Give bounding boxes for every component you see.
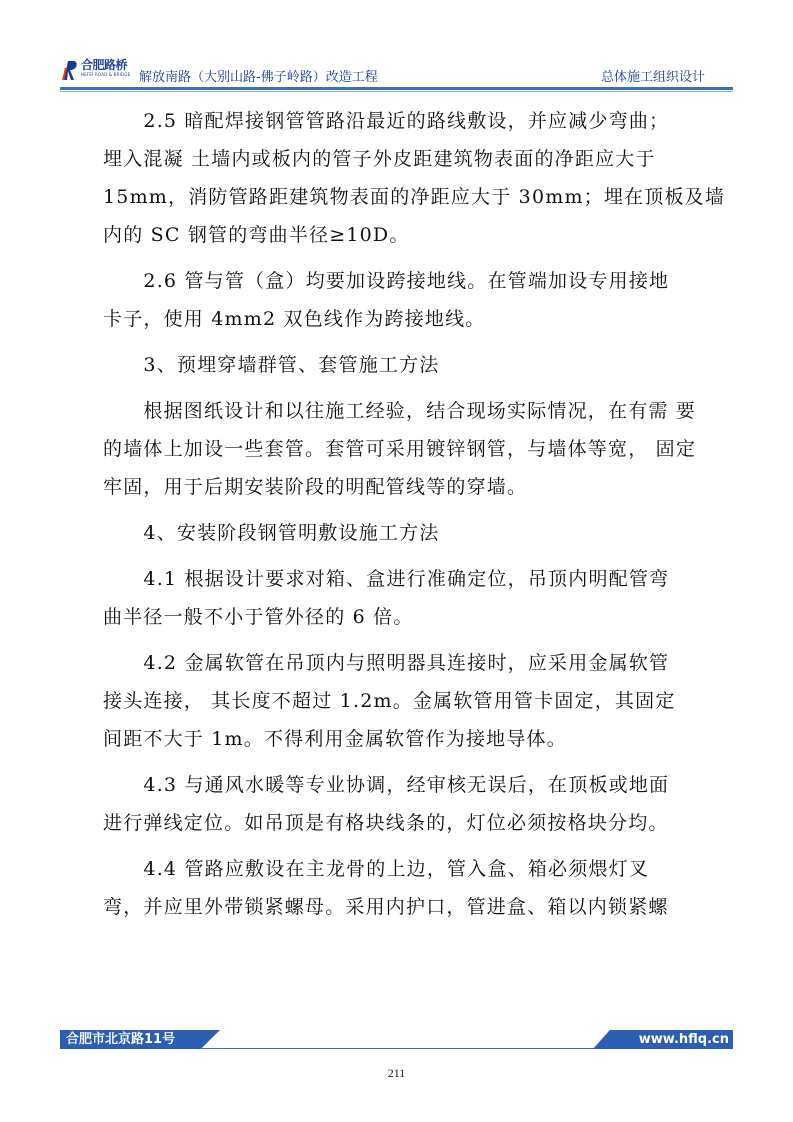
page-footer [0,1020,793,1080]
text-line: 弯，并应里外带锁紧螺母。采用内护口，管进盒、箱以内锁紧螺 [103,896,669,918]
text-line: 根据图纸设计和以往施工经验，结合现场实际情况，在有需 要 [103,400,697,422]
logo-cn-text: 合肥路桥 [81,58,128,72]
section-heading-4 [103,514,709,552]
text-line: 内的 SC 钢管的弯曲半径≥10D。 [103,224,410,246]
text-line: 进行弹线定位。如吊顶是有格块线条的，灯位必须按格块分均。 [103,812,669,834]
page-number: 211 [387,1066,406,1080]
text-line: 4.2 金属软管在吊顶内与照明器具连接时，应采用金属软管 [103,652,670,674]
text-line: 4.1 根据设计要求对箱、盒进行准确定位，吊顶内明配管弯 [103,568,670,590]
document-title: 总体施工组织设计 [600,70,705,85]
paragraph-4-3 [103,766,709,842]
logo-mark-icon [62,59,78,81]
text-line: 15mm，消防管路距建筑物表面的净距应大于 30mm；埋在顶板及墙 [103,186,726,208]
text-line: 3、预埋穿墙群管、套管施工方法 [103,354,440,376]
text-line: 牢固，用于后期安装阶段的明配管线等的穿墙。 [103,476,528,498]
header-divider [60,87,733,90]
paragraph-4-4 [103,850,709,926]
header-divider-thin [60,91,733,92]
paragraph-2-5 [103,102,726,254]
text-line: 4.3 与通风水暖等专业协调，经审核无误后，在顶板或地面 [103,774,670,796]
footer-divider [200,1048,608,1049]
page-header [0,0,793,96]
text-line: 曲半径一般不小于管外径的 6 倍。 [103,606,414,628]
text-line: 4.4 管路应敷设在主龙骨的上边，管入盒、箱必须煨灯叉 [103,858,650,880]
paragraph-3-body [103,392,709,506]
text-line: 2.5 暗配焊接钢管管路沿最近的路线敷设，并应减少弯曲； [103,110,670,132]
logo-en-text: HEFEI ROAD & BRIDGE [81,72,131,77]
text-line: 的墙体上加设一些套管。套管可采用镀锌钢管，与墙体等宽， 固定 [103,438,697,460]
paragraph-4-2 [103,644,709,758]
text-line: 卡子，使用 4mm2 双色线作为跨接地线。 [103,308,486,330]
text-line: 接头连接， 其长度不超过 1.2m。金属软管用管卡固定，其固定 [103,690,676,712]
footer-website-link[interactable]: www.hflq.cn [638,1032,729,1047]
paragraph-4-1 [103,560,709,636]
project-title: 解放南路（大别山路-佛子岭路）改造工程 [139,70,378,85]
section-heading-3 [103,346,709,384]
footer-address: 合肥市北京路11号 [66,1032,176,1047]
text-line: 间距不大于 1m。不得利用金属软管作为接地导体。 [103,728,567,750]
text-line: 2.6 管与管（盒）均要加设跨接地线。在管端加设专用接地 [103,270,670,292]
text-line: 4、安装阶段钢管明敷设施工方法 [103,522,440,544]
paragraph-2-6 [103,262,709,338]
company-logo [62,59,130,81]
body-content [103,102,726,926]
text-line: 埋入混凝 土墙内或板内的管子外皮距建筑物表面的净距应大于 [103,148,656,170]
